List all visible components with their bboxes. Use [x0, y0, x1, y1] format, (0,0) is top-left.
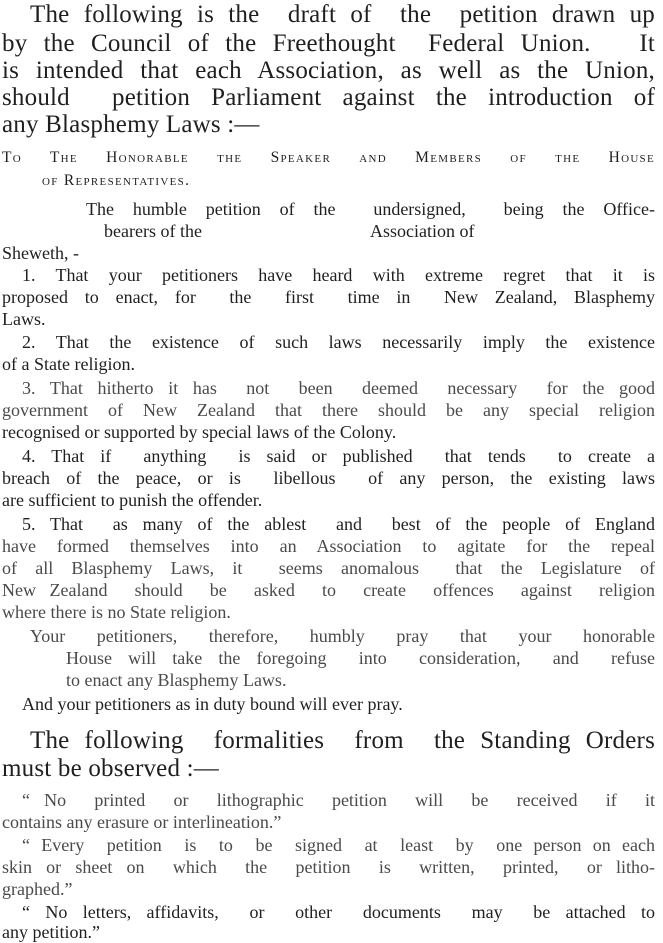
- clause-2-line-1: 2. That the existence of such laws necessarily imply the existence: [22, 332, 655, 352]
- clause-2-line-2: of a State religion.: [2, 354, 135, 374]
- clause-1-line-1: 1. That your petitioners have heard with extreme regret that it is: [22, 265, 655, 285]
- standing-order-2-line-1: “ Every petition is to be signed at least by one person on each: [22, 835, 655, 855]
- prayer-line-1: Your petitioners, therefore, humbly pray that your honorable: [30, 626, 655, 646]
- closing-line: And your petitioners as in duty bound will ever pray.: [22, 694, 403, 714]
- standing-order-1-line-2: contains any erasure or interlineation.”: [2, 812, 282, 832]
- standing-order-3-line-1: “ No letters, affidavits, or other documents may be attached to: [22, 902, 655, 922]
- clause-4-line-3: are sufficient to punish the offender.: [2, 490, 263, 510]
- clause-5-line-3: of all Blasphemy Laws, it seems anomalous that the Legislature of: [2, 558, 655, 578]
- clause-5-line-2: have formed themselves into an Association to agitate for the repeal: [2, 536, 655, 556]
- formalities-heading-line-2: must be observed :—: [2, 755, 219, 782]
- standing-order-2-line-2: skin or sheet on which the petition is written, printed, or litho-: [2, 857, 655, 877]
- clause-3-line-3: recognised or supported by special laws of the Colony.: [2, 422, 397, 442]
- intro-line-4: should petition Parliament against the introduction of: [2, 84, 655, 111]
- sheweth: Sheweth, -: [2, 243, 79, 263]
- standing-order-2-line-3: graphed.”: [2, 879, 73, 899]
- intro-line-2: by the Council of the Freethought Federal Union. It: [2, 30, 655, 57]
- clause-4-line-2: breach of the peace, or is libellous of any person, the existing laws: [2, 468, 655, 488]
- address-line-2: of Representatives.: [42, 172, 191, 189]
- clause-1-line-2: proposed to enact, for the first time in New Zealand, Blasphemy: [2, 287, 655, 307]
- petition-intro-line-1: The humble petition of the undersigned, being the Office-: [86, 199, 655, 219]
- address-line-1: To The Honorable the Speaker and Members of the House: [2, 149, 655, 166]
- standing-order-1-line-1: “ No printed or lithographic petition will be received if it: [22, 790, 655, 810]
- intro-line-5: any Blasphemy Laws :—: [2, 111, 260, 138]
- petition-intro-line-2b: Association of: [370, 221, 475, 241]
- formalities-heading-line-1: The following formalities from the Standing Orders: [30, 727, 655, 754]
- standing-order-3-line-2: any petition.”: [2, 922, 100, 942]
- clause-3-line-2: government of New Zealand that there should be any special religion: [2, 400, 655, 420]
- intro-line-1: The following is the draft of the petition drawn up: [30, 1, 655, 28]
- prayer-line-3: to enact any Blasphemy Laws.: [66, 670, 287, 690]
- clause-3-line-1: 3. That hitherto it has not been deemed necessary for the good: [22, 378, 655, 398]
- prayer-line-2: House will take the foregoing into consideration, and refuse: [66, 648, 655, 668]
- intro-line-3: is intended that each Association, as well as the Union,: [2, 57, 655, 84]
- petition-intro-line-2a: bearers of the: [104, 221, 202, 241]
- clause-5-line-4: New Zealand should be asked to create offences against religion: [2, 580, 655, 600]
- clause-5-line-5: where there is no State religion.: [2, 602, 231, 622]
- clause-4-line-1: 4. That if anything is said or published that tends to create a: [22, 446, 655, 466]
- clause-1-line-3: Laws.: [2, 309, 46, 329]
- clause-5-line-1: 5. That as many of the ablest and best of the people of England: [22, 514, 655, 534]
